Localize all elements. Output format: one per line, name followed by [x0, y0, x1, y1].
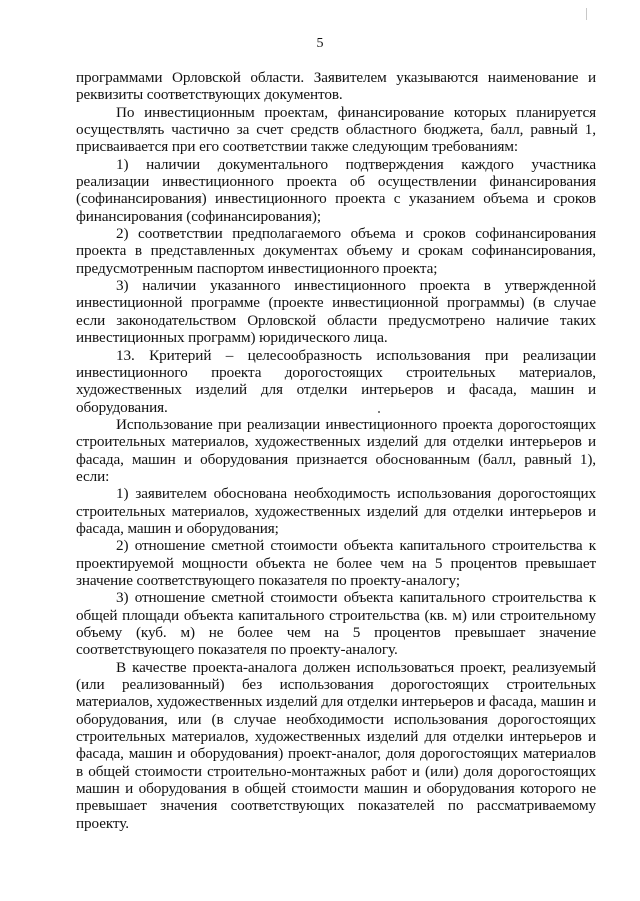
paragraph-analog-project: В качестве проекта-аналога должен использоваться проект, реализуемый (или реализованный) без использования дорогостоящих строительных материалов, художественных изделий для отделки интерьеров и фасада, машин и оборудования, или (в случае необходимости использования дорогостоящих строительных материалов, художественных изделий для отделки интерьеров и фасада, машин и оборудования) проект-аналог, доля дорогостоящих материалов в общей стоимости строительно-монтажных работ и (или) доля дорогостоящих машин и оборудования в общей стоимости машин и оборудования которого не превышает значения соответствующих показателей по рассматриваемому проекту. — [76, 658, 596, 832]
scan-artifact-mark — [586, 8, 587, 20]
paragraph-condition-3: 3) отношение сметной стоимости объекта капитального строительства к общей площади объекта капитального строительства (кв. м) или строительному объему (куб. м) не более чем на 5 процентов превышает значение соответствующего показателя по проекту-аналогу. — [76, 589, 596, 659]
page-number: 5 — [316, 36, 324, 51]
paragraph-condition-1: 1) заявителем обоснована необходимость использования дорогостоящих строительных материалов, художественных изделий для отделки интерьеров и фасада, машин и оборудования; — [76, 485, 596, 537]
paragraph-continuation: программами Орловской области. Заявителем указываются наименование и реквизиты соответствующих документов. — [76, 69, 596, 104]
scan-artifact-dot — [378, 411, 380, 413]
paragraph-justified-use: Использование при реализации инвестиционного проекта дорогостоящих строительных материалов, художественных изделий для отделки интерьеров и фасада, машин и оборудования признается обоснованным (балл, равный 1), если: — [76, 415, 596, 485]
paragraph-criterion-13: 13. Критерий – целесообразность использования при реализации инвестиционного проекта дорогостоящих строительных материалов, художественных изделий для отделки интерьеров и фасада, машин и оборудования. — [76, 346, 596, 416]
paragraph-requirement-2: 2) соответствии предполагаемого объема и сроков софинансирования проекта в представленных документах объему и срокам софинансирования, предусмотренным паспортом инвестиционного проекта; — [76, 225, 596, 277]
paragraph-requirement-1: 1) наличии документального подтверждения каждого участника реализации инвестиционного проекта об осуществлении финансирования (софинансирования) инвестиционного проекта с указанием объема и сроков финансирования (софинансирования); — [76, 155, 596, 225]
document-body — [76, 69, 596, 832]
paragraph-cofinancing-intro: По инвестиционным проектам, финансирование которых планируется осуществлять частично за счет средств областного бюджета, балл, равный 1, присваивается при его соответствии также следующим требованиям: — [76, 103, 596, 156]
paragraph-condition-2: 2) отношение сметной стоимости объекта капитального строительства к проектируемой мощности объекта не более чем на 5 процентов превышает значение соответствующего показателя по проекту-аналогу; — [76, 537, 596, 589]
paragraph-requirement-3: 3) наличии указанного инвестиционного проекта в утвержденной инвестиционной программе (проекте инвестиционной программы) (в случае если законодательством Орловской области предусмотрено наличие таких инвестиционных программ) юридического лица. — [76, 277, 596, 347]
